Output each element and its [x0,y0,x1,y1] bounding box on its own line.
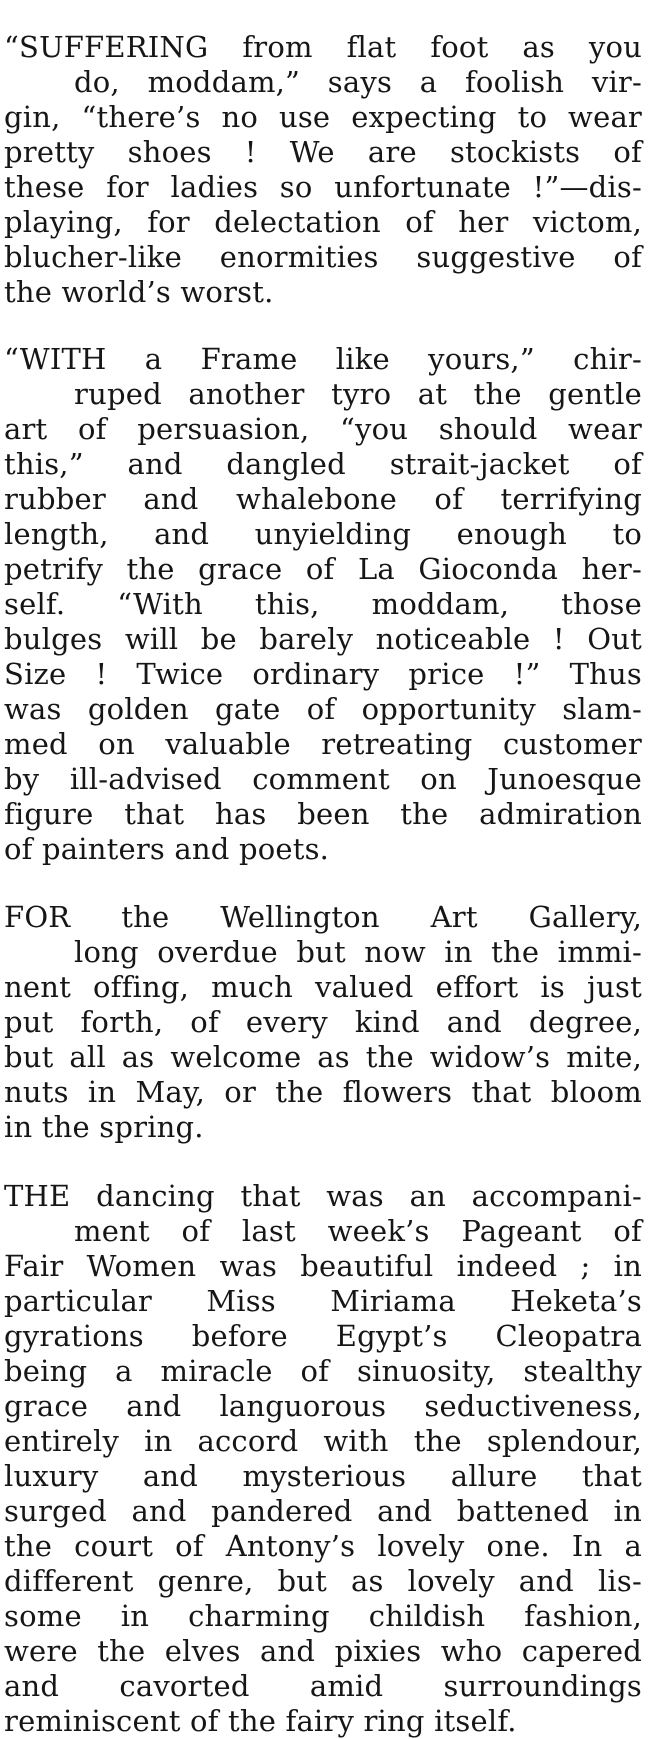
text-line: bulges will be barely noticeable ! Out [4,622,642,656]
paragraph-dancing [4,1179,642,1739]
text-line: long overdue but now in the immi- [74,935,642,969]
text-line: in the spring. [4,1110,204,1144]
text-line: nuts in May, or the flowers that bloom [4,1075,642,1109]
text-line: THE dancing that was an accompani- [4,1179,642,1213]
text-line: different genre, but as lovely and lis- [4,1564,642,1598]
paragraph-art-gallery [4,900,642,1145]
text-line: and cavorted amid surroundings [4,1669,642,1703]
text-line: rubber and whalebone of terrifying [4,482,642,516]
text-line: luxury and mysterious allure that [4,1459,642,1493]
text-line: ment of last week’s Pageant of [74,1214,642,1248]
text-line: some in charming childish fashion, [4,1599,642,1633]
text-line: entirely in accord with the splendour, [4,1424,642,1458]
paragraph-spacer [4,1145,642,1179]
text-line: pretty shoes ! We are stockists of [4,135,642,169]
text-line: of painters and poets. [4,832,330,866]
text-line: “SUFFERING from flat foot as you [4,30,642,64]
text-line: the court of Antony’s lovely one. In a [4,1529,642,1563]
text-line: Size ! Twice ordinary price !” Thus [4,657,642,691]
text-line: petrify the grace of La Gioconda her- [4,552,642,586]
paragraph-spacer [4,867,642,900]
text-line: put forth, of every kind and degree, [4,1005,642,1039]
text-line: length, and unyielding enough to [4,517,642,551]
text-line: these for ladies so unfortunate !”—dis- [4,170,642,204]
article-column [4,30,642,1739]
paragraph-with-a-frame [4,342,642,867]
text-line: this,” and dangled strait-jacket of [4,447,642,481]
text-line: figure that has been the admiration [4,797,642,831]
text-line: particular Miss Miriama Heketa’s [4,1284,642,1318]
text-line: nent offing, much valued effort is just [4,970,642,1004]
text-line: ruped another tyro at the gentle [74,377,642,411]
text-line: but all as welcome as the widow’s mite, [4,1040,642,1074]
text-line: were the elves and pixies who capered [4,1634,642,1668]
text-line: med on valuable retreating customer [4,727,642,761]
text-line: by ill-advised comment on Junoesque [4,762,642,796]
text-line: do, moddam,” says a foolish vir- [74,65,642,99]
text-line: blucher-like enormities suggestive of [4,240,642,274]
text-line: playing, for delectation of her victom, [4,205,642,239]
text-line: being a miracle of sinuosity, stealthy [4,1354,642,1388]
text-line: the world’s worst. [4,275,274,309]
text-line: was golden gate of opportunity slam- [4,692,642,726]
text-line: grace and languorous seductiveness, [4,1389,642,1423]
text-line: gin, “there’s no use expecting to wear [4,100,642,134]
text-line: FOR the Wellington Art Gallery, [4,900,642,934]
text-line: gyrations before Egypt’s Cleopatra [4,1319,642,1353]
text-line: self. “With this, moddam, those [4,587,642,621]
text-line: surged and pandered and battened in [4,1494,642,1528]
text-line: art of persuasion, “you should wear [4,412,642,446]
paragraph-spacer [4,310,642,342]
text-line: reminiscent of the fairy ring itself. [4,1704,517,1738]
text-line: Fair Women was beautiful indeed ; in [4,1249,642,1283]
text-line: “WITH a Frame like yours,” chir- [4,342,642,376]
paragraph-suffering [4,30,642,310]
